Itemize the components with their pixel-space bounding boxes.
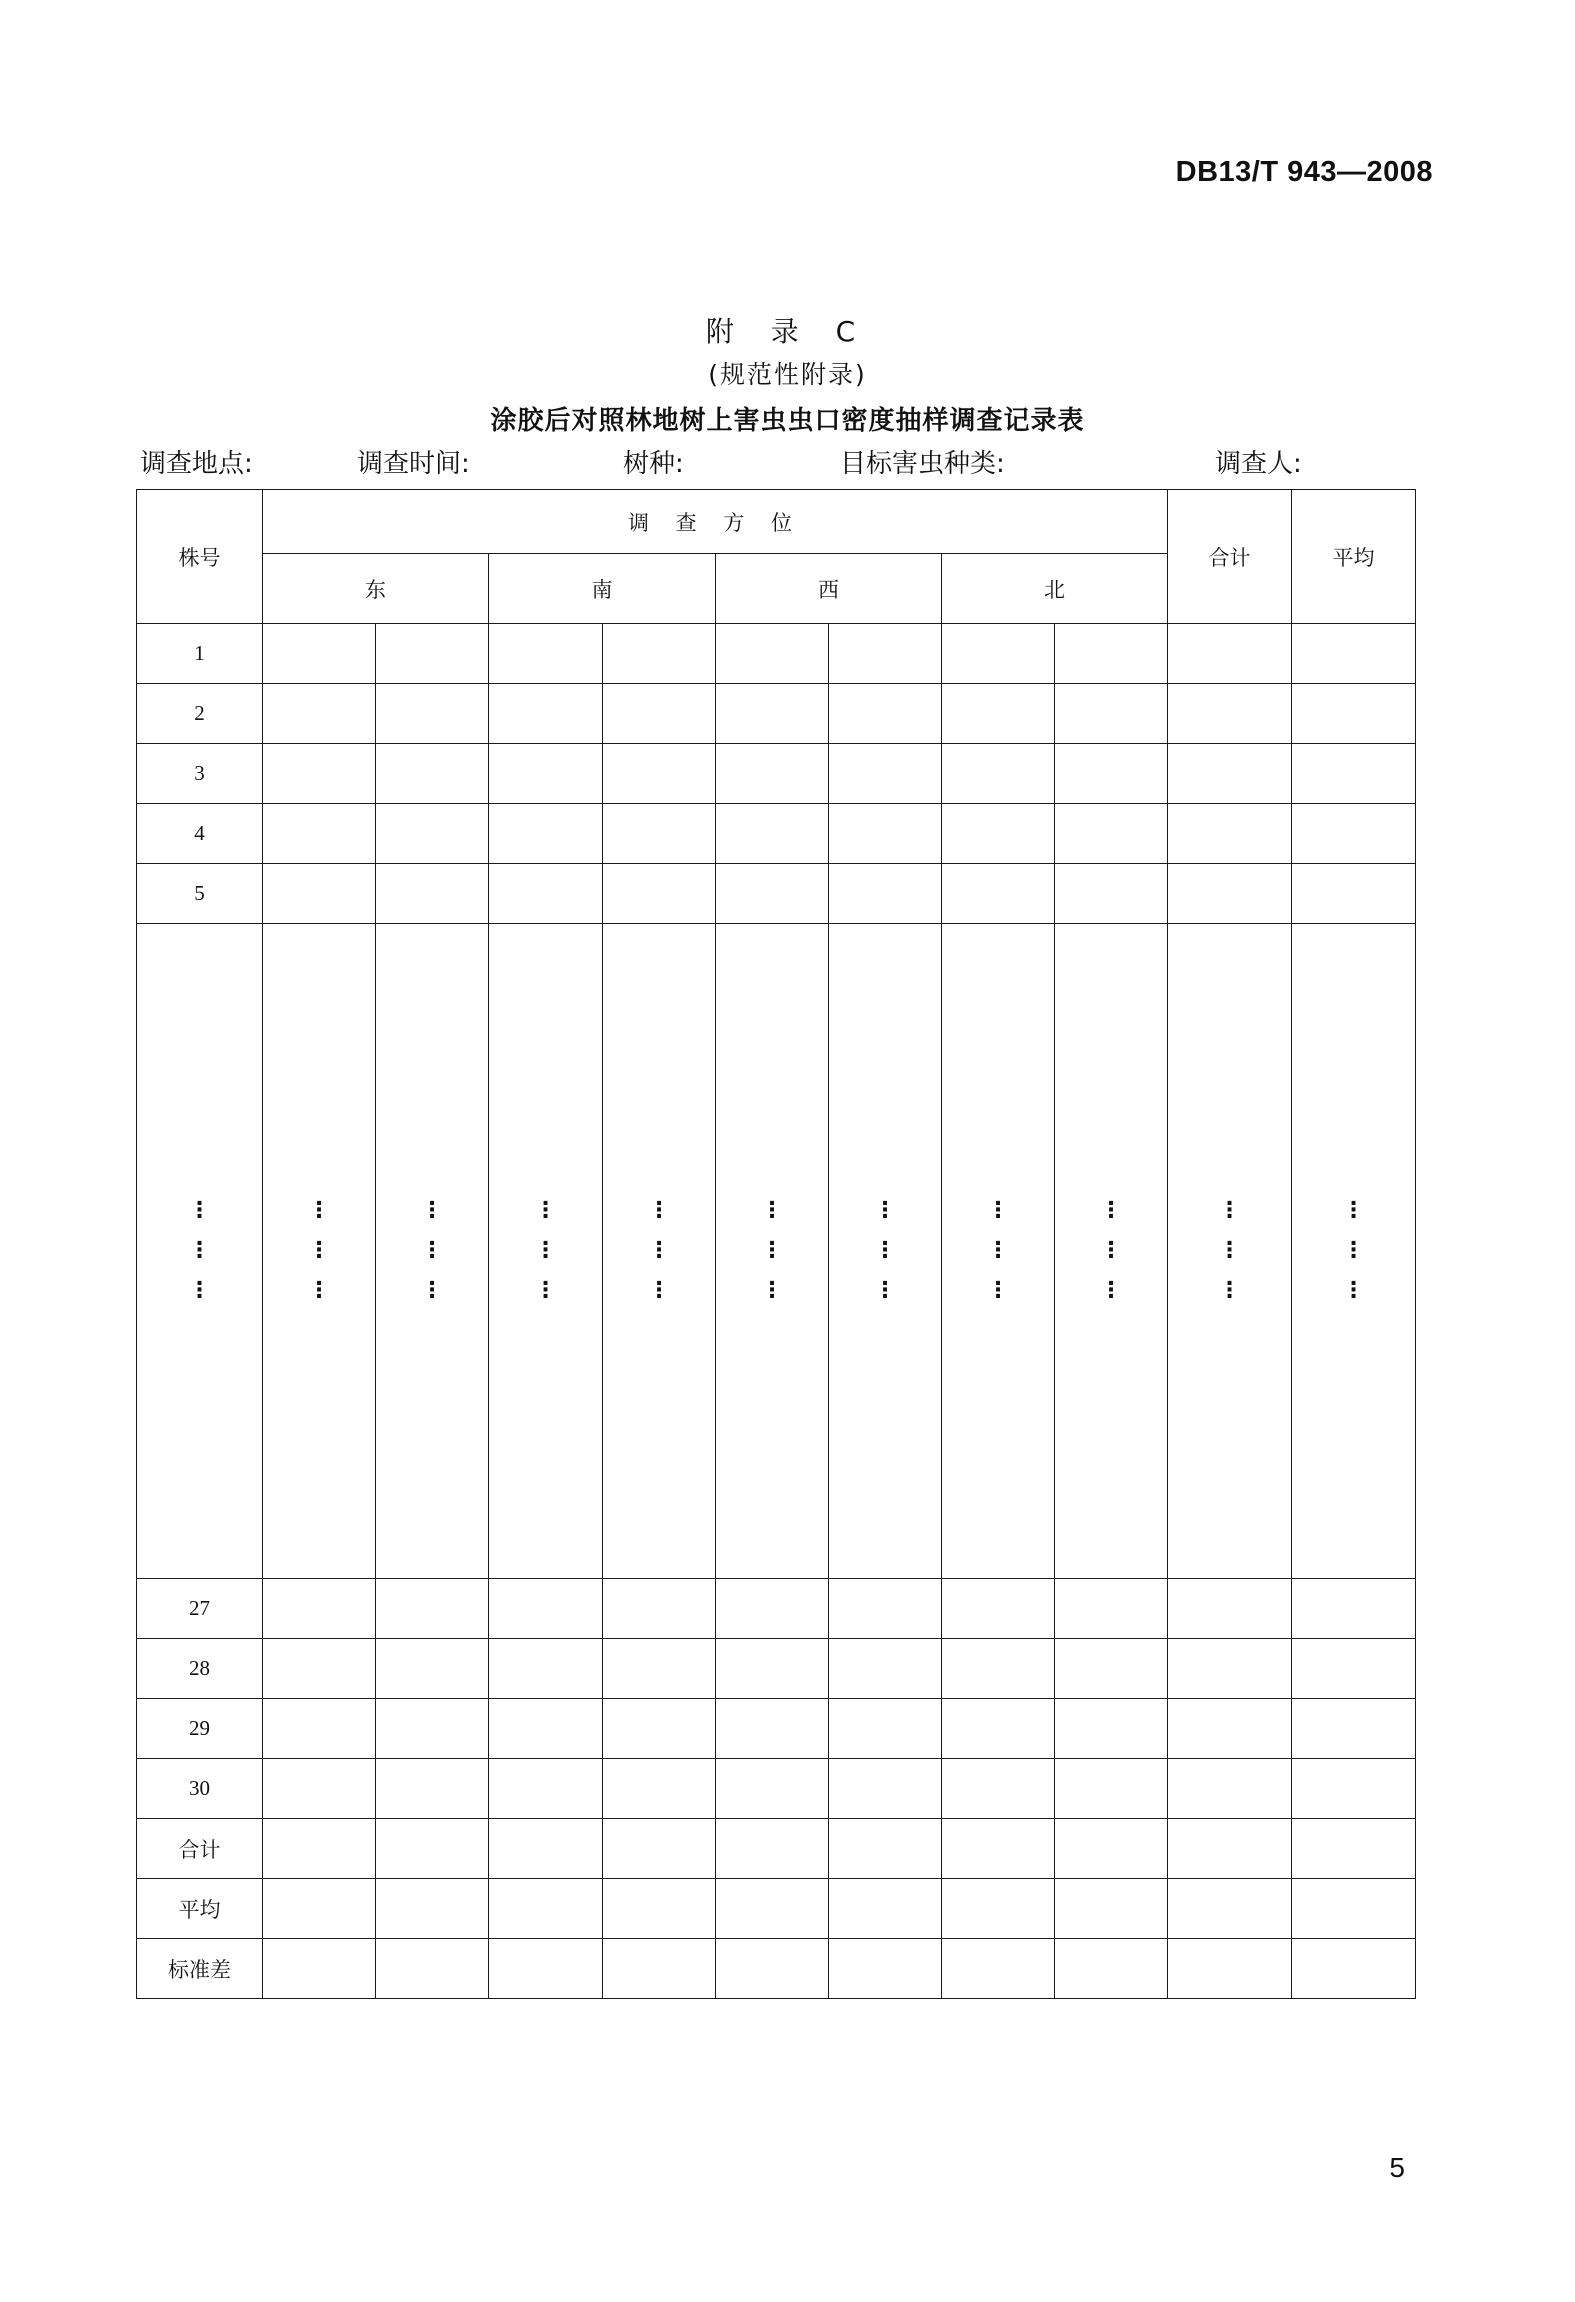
field-time: 调查时间: bbox=[357, 449, 470, 479]
data-cell bbox=[489, 1819, 603, 1879]
ellipsis-mark: ⋮ bbox=[1342, 1278, 1365, 1303]
data-cell bbox=[603, 1879, 716, 1939]
ellipsis-mark: ⋮ bbox=[188, 1198, 211, 1223]
field-tree-species: 树种: bbox=[623, 449, 684, 479]
data-cell bbox=[829, 1639, 942, 1699]
ellipsis-cell bbox=[263, 924, 376, 1579]
data-cell bbox=[1168, 1819, 1292, 1879]
data-cell bbox=[716, 1699, 829, 1759]
data-cell bbox=[716, 1879, 829, 1939]
data-cell bbox=[263, 864, 376, 924]
header-direction: 调 查 方 位 bbox=[263, 490, 1168, 554]
data-cell bbox=[603, 624, 716, 684]
data-cell bbox=[376, 684, 489, 744]
data-cell bbox=[829, 1759, 942, 1819]
data-cell bbox=[829, 1579, 942, 1639]
data-cell bbox=[603, 1819, 716, 1879]
data-cell bbox=[1055, 624, 1168, 684]
field-target-pest: 目标害虫种类: bbox=[840, 449, 1005, 479]
data-cell bbox=[942, 1699, 1055, 1759]
data-cell bbox=[376, 1699, 489, 1759]
data-cell bbox=[829, 744, 942, 804]
data-cell bbox=[1168, 1759, 1292, 1819]
ellipsis-cell bbox=[137, 924, 263, 1579]
summary-row bbox=[137, 1819, 1416, 1879]
data-cell bbox=[1292, 1579, 1416, 1639]
data-cell bbox=[603, 684, 716, 744]
data-cell bbox=[1168, 864, 1292, 924]
data-cell bbox=[1168, 684, 1292, 744]
ellipsis-cell bbox=[829, 924, 942, 1579]
data-cell bbox=[942, 684, 1055, 744]
header-total: 合计 bbox=[1168, 490, 1292, 624]
page-number: 5 bbox=[1389, 2152, 1405, 2183]
data-cell bbox=[1055, 1639, 1168, 1699]
data-cell bbox=[1292, 1639, 1416, 1699]
data-cell bbox=[716, 744, 829, 804]
table-row bbox=[137, 684, 1416, 744]
data-cell bbox=[376, 1879, 489, 1939]
row-label: 29 bbox=[137, 1699, 263, 1759]
ellipsis-cell bbox=[1292, 924, 1416, 1579]
ellipsis-mark: ⋮ bbox=[987, 1278, 1009, 1303]
header-average: 平均 bbox=[1292, 490, 1416, 624]
standard-code: DB13/T 943—2008 bbox=[1175, 156, 1433, 188]
ellipsis-cell bbox=[489, 924, 603, 1579]
appendix-title: 附 录 C bbox=[705, 315, 870, 348]
ellipsis-cell bbox=[1055, 924, 1168, 1579]
data-cell bbox=[1292, 804, 1416, 864]
ellipsis-mark: ⋮ bbox=[761, 1278, 783, 1303]
ellipsis-mark: ⋮ bbox=[308, 1278, 330, 1303]
row-label: 5 bbox=[137, 864, 263, 924]
ellipsis-mark: ⋮ bbox=[648, 1238, 670, 1263]
row-label: 27 bbox=[137, 1579, 263, 1639]
data-cell bbox=[942, 744, 1055, 804]
row-label: 标准差 bbox=[137, 1939, 263, 1999]
appendix-type: (规范性附录) bbox=[708, 360, 867, 389]
data-cell bbox=[942, 1819, 1055, 1879]
header-north: 北 bbox=[942, 554, 1168, 624]
data-cell bbox=[603, 1579, 716, 1639]
data-cell bbox=[1055, 684, 1168, 744]
ellipsis-mark: ⋮ bbox=[421, 1238, 443, 1263]
data-cell bbox=[1292, 624, 1416, 684]
survey-record-table bbox=[136, 489, 1416, 1999]
ellipsis-mark: ⋮ bbox=[874, 1198, 896, 1223]
data-cell bbox=[603, 804, 716, 864]
data-cell bbox=[829, 624, 942, 684]
data-cell bbox=[1292, 1759, 1416, 1819]
ellipsis-mark: ⋮ bbox=[421, 1278, 443, 1303]
data-cell bbox=[829, 864, 942, 924]
table-row bbox=[137, 1639, 1416, 1699]
ellipsis-mark: ⋮ bbox=[761, 1238, 783, 1263]
data-cell bbox=[489, 1579, 603, 1639]
row-label: 4 bbox=[137, 804, 263, 864]
data-cell bbox=[263, 624, 376, 684]
data-cell bbox=[1168, 1939, 1292, 1999]
data-cell bbox=[942, 1579, 1055, 1639]
data-cell bbox=[942, 1879, 1055, 1939]
data-cell bbox=[603, 1699, 716, 1759]
data-cell bbox=[942, 1759, 1055, 1819]
ellipsis-mark: ⋮ bbox=[421, 1198, 443, 1223]
data-cell bbox=[489, 1639, 603, 1699]
summary-row bbox=[137, 1939, 1416, 1999]
ellipsis-mark: ⋮ bbox=[308, 1238, 330, 1263]
data-cell bbox=[603, 1759, 716, 1819]
data-cell bbox=[1168, 1699, 1292, 1759]
ellipsis-cell bbox=[942, 924, 1055, 1579]
data-cell bbox=[1292, 1879, 1416, 1939]
ellipsis-row bbox=[137, 924, 1416, 1579]
table-row bbox=[137, 744, 1416, 804]
data-cell bbox=[716, 684, 829, 744]
table-row bbox=[137, 864, 1416, 924]
ellipsis-cell bbox=[376, 924, 489, 1579]
data-cell bbox=[376, 1639, 489, 1699]
data-cell bbox=[1292, 1939, 1416, 1999]
row-label: 2 bbox=[137, 684, 263, 744]
data-cell bbox=[1055, 1699, 1168, 1759]
data-cell bbox=[716, 1819, 829, 1879]
data-cell bbox=[1055, 1819, 1168, 1879]
ellipsis-mark: ⋮ bbox=[308, 1198, 330, 1223]
data-cell bbox=[942, 864, 1055, 924]
summary-row bbox=[137, 1879, 1416, 1939]
data-cell bbox=[489, 1699, 603, 1759]
data-cell bbox=[1055, 864, 1168, 924]
header-plant-no: 株号 bbox=[137, 490, 263, 624]
header-west: 西 bbox=[716, 554, 942, 624]
data-cell bbox=[376, 804, 489, 864]
ellipsis-mark: ⋮ bbox=[874, 1238, 896, 1263]
data-cell bbox=[716, 1579, 829, 1639]
table-row bbox=[137, 624, 1416, 684]
ellipsis-mark: ⋮ bbox=[1218, 1238, 1241, 1263]
data-cell bbox=[263, 1759, 376, 1819]
data-cell bbox=[1055, 804, 1168, 864]
data-cell bbox=[1168, 624, 1292, 684]
data-cell bbox=[942, 1939, 1055, 1999]
ellipsis-mark: ⋮ bbox=[761, 1198, 783, 1223]
data-cell bbox=[376, 1759, 489, 1819]
data-cell bbox=[1055, 1759, 1168, 1819]
data-cell bbox=[942, 1639, 1055, 1699]
data-cell bbox=[1168, 744, 1292, 804]
data-cell bbox=[376, 744, 489, 804]
data-cell bbox=[489, 1939, 603, 1999]
table-title: 涂胶后对照林地树上害虫虫口密度抽样调查记录表 bbox=[490, 406, 1085, 436]
ellipsis-mark: ⋮ bbox=[534, 1238, 557, 1263]
data-cell bbox=[1168, 1579, 1292, 1639]
row-label: 30 bbox=[137, 1759, 263, 1819]
data-cell bbox=[1168, 1639, 1292, 1699]
header-east: 东 bbox=[263, 554, 489, 624]
data-cell bbox=[263, 1819, 376, 1879]
ellipsis-mark: ⋮ bbox=[1218, 1278, 1241, 1303]
data-cell bbox=[489, 1879, 603, 1939]
data-cell bbox=[716, 1939, 829, 1999]
ellipsis-mark: ⋮ bbox=[987, 1238, 1009, 1263]
row-label: 28 bbox=[137, 1639, 263, 1699]
data-cell bbox=[263, 1579, 376, 1639]
data-cell bbox=[489, 684, 603, 744]
ellipsis-mark: ⋮ bbox=[874, 1278, 896, 1303]
data-cell bbox=[263, 1939, 376, 1999]
data-cell bbox=[1055, 1939, 1168, 1999]
data-cell bbox=[942, 624, 1055, 684]
data-cell bbox=[489, 864, 603, 924]
data-cell bbox=[263, 804, 376, 864]
row-label: 3 bbox=[137, 744, 263, 804]
ellipsis-mark: ⋮ bbox=[188, 1278, 211, 1303]
data-cell bbox=[716, 1639, 829, 1699]
ellipsis-cell bbox=[1168, 924, 1292, 1579]
data-cell bbox=[489, 624, 603, 684]
data-cell bbox=[1055, 1879, 1168, 1939]
data-cell bbox=[1292, 1699, 1416, 1759]
data-cell bbox=[829, 804, 942, 864]
data-cell bbox=[376, 624, 489, 684]
data-cell bbox=[716, 1759, 829, 1819]
data-cell bbox=[716, 804, 829, 864]
row-label: 合计 bbox=[137, 1819, 263, 1879]
data-cell bbox=[376, 1939, 489, 1999]
data-cell bbox=[376, 1819, 489, 1879]
ellipsis-mark: ⋮ bbox=[534, 1278, 557, 1303]
data-cell bbox=[263, 1699, 376, 1759]
data-cell bbox=[1168, 1879, 1292, 1939]
data-cell bbox=[376, 864, 489, 924]
ellipsis-mark: ⋮ bbox=[1100, 1198, 1123, 1223]
table-row bbox=[137, 1579, 1416, 1639]
data-cell bbox=[1055, 1579, 1168, 1639]
data-cell bbox=[829, 1879, 942, 1939]
ellipsis-mark: ⋮ bbox=[1100, 1278, 1123, 1303]
ellipsis-mark: ⋮ bbox=[1342, 1238, 1365, 1263]
data-cell bbox=[489, 804, 603, 864]
data-cell bbox=[263, 1639, 376, 1699]
ellipsis-cell bbox=[603, 924, 716, 1579]
data-cell bbox=[829, 684, 942, 744]
data-cell bbox=[603, 1639, 716, 1699]
ellipsis-mark: ⋮ bbox=[648, 1278, 670, 1303]
data-cell bbox=[603, 1939, 716, 1999]
data-cell bbox=[603, 864, 716, 924]
row-label: 1 bbox=[137, 624, 263, 684]
ellipsis-cell bbox=[716, 924, 829, 1579]
survey-fields bbox=[140, 443, 1320, 479]
data-cell bbox=[716, 864, 829, 924]
table-row bbox=[137, 804, 1416, 864]
ellipsis-mark: ⋮ bbox=[1218, 1198, 1241, 1223]
header-south: 南 bbox=[489, 554, 716, 624]
data-cell bbox=[1292, 1819, 1416, 1879]
data-cell bbox=[263, 744, 376, 804]
data-cell bbox=[1292, 684, 1416, 744]
data-cell bbox=[1292, 864, 1416, 924]
data-cell bbox=[603, 744, 716, 804]
ellipsis-mark: ⋮ bbox=[987, 1198, 1009, 1223]
data-cell bbox=[489, 1759, 603, 1819]
data-cell bbox=[829, 1699, 942, 1759]
data-cell bbox=[1292, 744, 1416, 804]
data-cell bbox=[376, 1579, 489, 1639]
data-cell bbox=[829, 1939, 942, 1999]
data-cell bbox=[263, 1879, 376, 1939]
data-cell bbox=[489, 744, 603, 804]
data-cell bbox=[716, 624, 829, 684]
table-row bbox=[137, 1759, 1416, 1819]
data-cell bbox=[1168, 804, 1292, 864]
ellipsis-mark: ⋮ bbox=[188, 1238, 211, 1263]
ellipsis-mark: ⋮ bbox=[1100, 1238, 1123, 1263]
ellipsis-mark: ⋮ bbox=[534, 1198, 557, 1223]
ellipsis-mark: ⋮ bbox=[1342, 1198, 1365, 1223]
data-cell bbox=[263, 684, 376, 744]
field-investigator: 调查人: bbox=[1215, 449, 1302, 479]
ellipsis-mark: ⋮ bbox=[648, 1198, 670, 1223]
data-cell bbox=[829, 1819, 942, 1879]
field-location: 调查地点: bbox=[140, 449, 253, 479]
data-cell bbox=[1055, 744, 1168, 804]
row-label: 平均 bbox=[137, 1879, 263, 1939]
data-cell bbox=[942, 804, 1055, 864]
table-row bbox=[137, 1699, 1416, 1759]
